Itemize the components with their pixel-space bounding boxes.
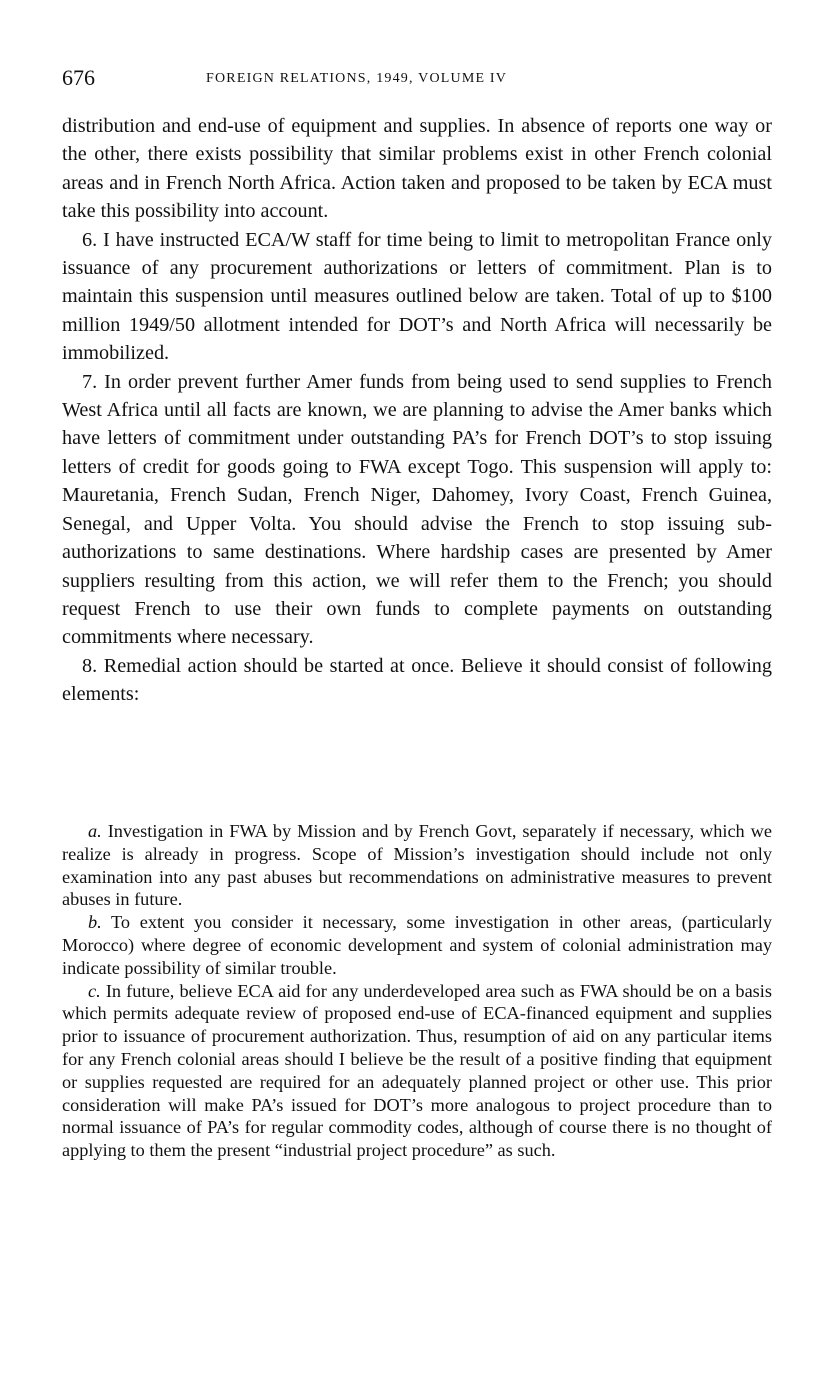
page-header bbox=[62, 66, 774, 90]
sub-point-c-letter: c. bbox=[88, 980, 101, 1001]
page-number: 676 bbox=[62, 65, 95, 90]
paragraph-6: 6. I have instructed ECA/W staff for time being to limit to metropolitan France only issuance of any procurement authorizations or letters of commitment. Plan is to maintain this suspension until measures outlined below are taken. Total of up to $100 million 1949/50 allotment intended for DOT’s and North Africa will necessarily be immobilized. bbox=[62, 228, 772, 365]
sub-points bbox=[62, 820, 772, 1162]
sub-point-b bbox=[62, 911, 772, 979]
running-head: FOREIGN RELATIONS, 1949, VOLUME IV bbox=[206, 71, 508, 86]
sub-point-c-text: In future, believe ECA aid for any underdeveloped area such as FWA should be on a basis which permits adequate review of proposed end-use of ECA-financed equipment and supplies prior to issuance of procurement authorization. Thus, resumption of aid on any particular items for any French colonial areas should I believe be the result of a positive finding that equipment or supplies requested are required for an adequately planned project or other use. This prior consideration will make PA’s issued for DOT’s more analogous to project procedure than to normal issuance of PA’s for regular commodity codes, although of course there is no thought of applying to them the present “industrial project procedure” as such. bbox=[62, 980, 772, 1161]
main-text bbox=[62, 112, 772, 709]
paragraph-7: 7. In order prevent further Amer funds from being used to send supplies to French West Africa until all facts are known, we are planning to advise the Amer banks which have letters of commitment under outstanding PA’s for French DOT’s to stop issuing letters of credit for goods going to FWA except Togo. This suspension will apply to: Mauretania, French Sudan, French Niger, Dahomey, Ivory Coast, French Guinea, Senegal, and Upper Volta. You should advise the French to stop issuing sub-authorizations to same destinations. Where hardship cases are presented by Amer suppliers resulting from this action, we will refer them to the French; you should request French to use their own funds to complete payments on outstanding commitments where necessary. bbox=[62, 370, 772, 649]
paragraph-continuation: distribution and end-use of equipment and supplies. In absence of reports one way or the other, there exists possibility that similar problems exist in other French colonial areas and in French North Africa. Action taken and proposed to be taken by ECA must take this possibility into account. bbox=[62, 115, 772, 223]
paragraph-8: 8. Remedial action should be started at once. Believe it should consist of following elements: bbox=[62, 654, 772, 706]
sub-point-c bbox=[62, 980, 772, 1162]
sub-point-a bbox=[62, 820, 772, 911]
sub-point-b-letter: b. bbox=[88, 912, 102, 933]
sub-point-a-text: Investigation in FWA by Mission and by French Govt, separately if necessary, which we realize is already in progress. Scope of Mission’s investigation should include not only examination into any past abuses but recommendations on administrative measures to prevent abuses in future. bbox=[62, 821, 772, 910]
sub-point-b-text: To extent you consider it necessary, some investigation in other areas, (particularly Morocco) where degree of economic development and system of colonial administration may indicate possibility of similar trouble. bbox=[62, 912, 772, 978]
sub-point-a-letter: a. bbox=[88, 821, 102, 841]
